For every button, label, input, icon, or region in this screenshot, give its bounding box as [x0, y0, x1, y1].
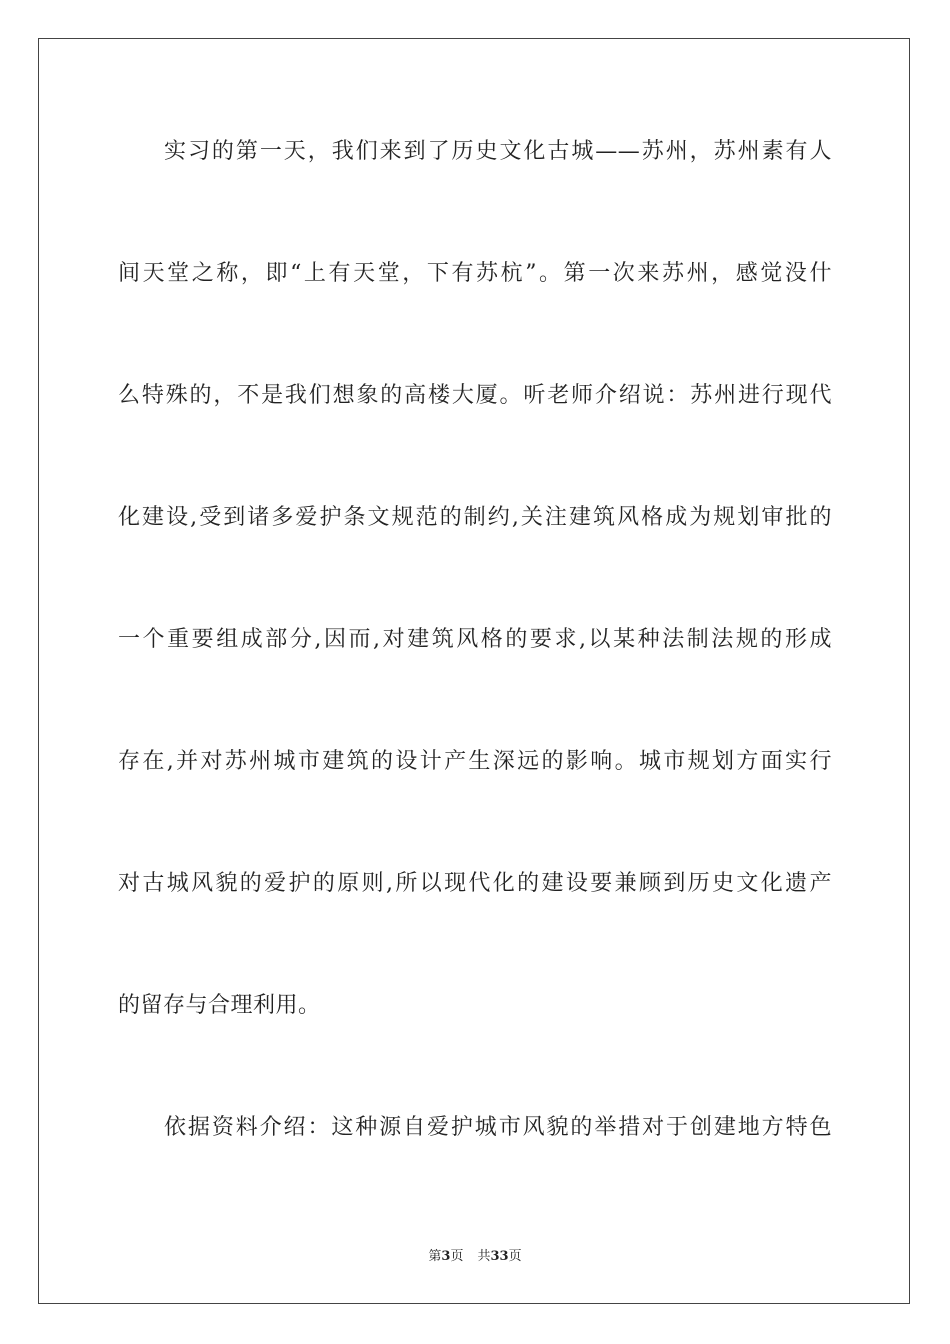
paragraph-1-line-5: 一个重要组成部分,因而,对建筑风格的要求,以某种法制法规的形成: [118, 627, 832, 652]
paragraph-1-line-4: 化建设,受到诸多爱护条文规范的制约,关注建筑风格成为规划审批的: [118, 505, 832, 530]
footer-total-suffix: 页: [508, 1249, 522, 1264]
paragraph-1-line-1: 实习的第一天，我们来到了历史文化古城——苏州，苏州素有人: [164, 139, 832, 164]
footer-page-suffix: 页: [450, 1249, 464, 1264]
paragraph-1-line-7: 对古城风貌的爱护的原则,所以现代化的建设要兼顾到历史文化遗产: [118, 871, 832, 896]
paragraph-1-line-8: 的留存与合理利用。: [118, 993, 321, 1018]
page-footer: [0, 1248, 950, 1266]
footer-page-number: 3: [441, 1249, 451, 1264]
footer-total-prefix: 共: [477, 1249, 491, 1264]
paragraph-1-line-3: 么特殊的，不是我们想象的高楼大厦。听老师介绍说：苏州进行现代: [118, 383, 832, 408]
footer-total-pages: 33: [490, 1249, 509, 1264]
paragraph-2-line-1: 依据资料介绍：这种源自爱护城市风貌的举措对于创建地方特色: [164, 1115, 832, 1140]
footer-page-prefix: 第: [428, 1249, 442, 1264]
paragraph-1-line-6: 存在,并对苏州城市建筑的设计产生深远的影响。城市规划方面实行: [118, 749, 832, 774]
paragraph-1-line-2: 间天堂之称，即“上有天堂，下有苏杭”。第一次来苏州，感觉没什: [118, 261, 832, 286]
